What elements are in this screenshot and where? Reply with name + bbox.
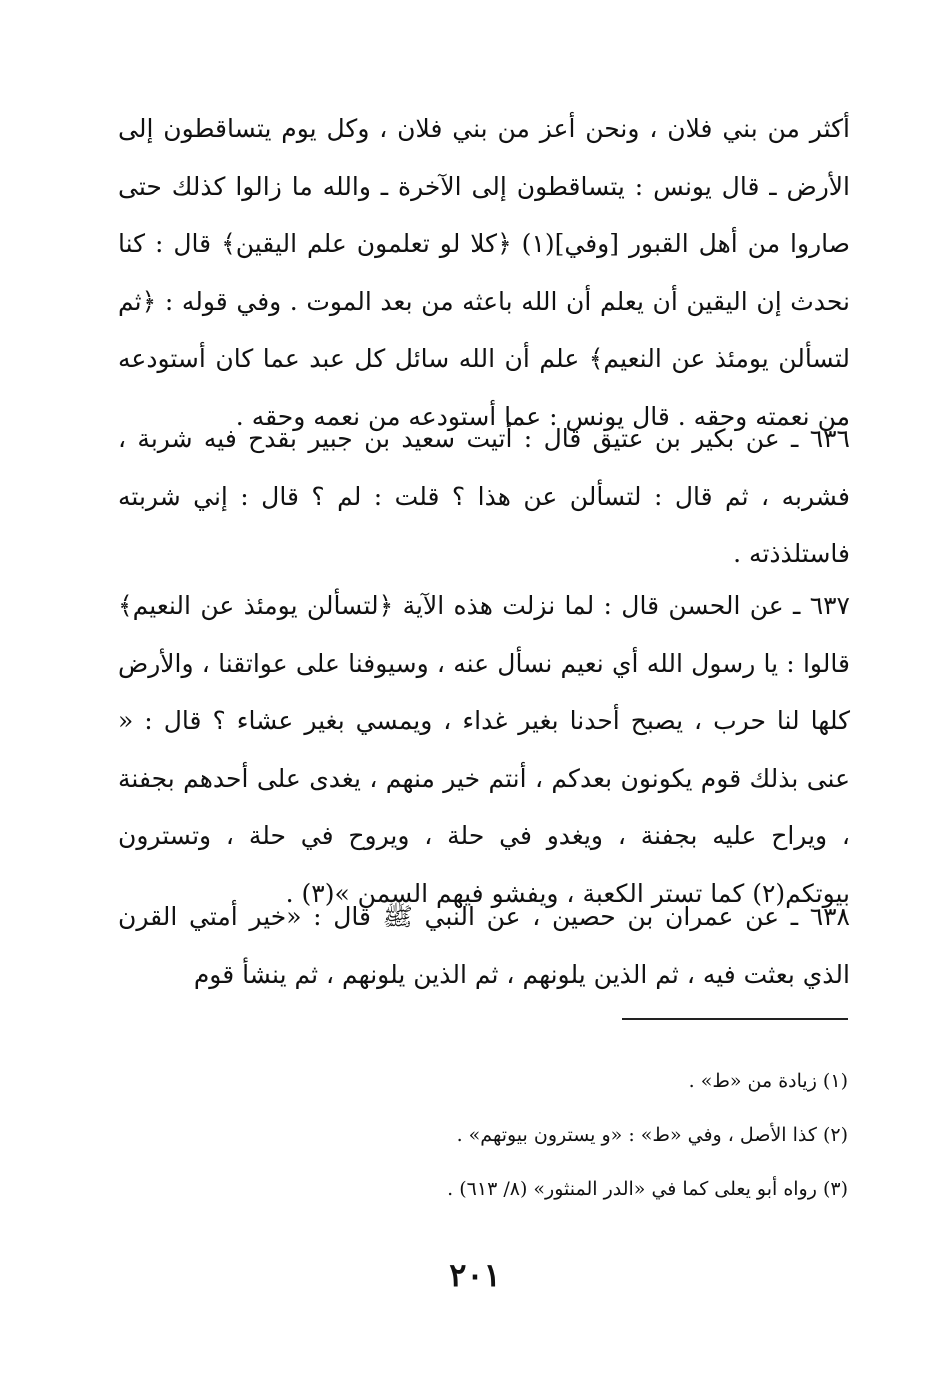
hadith-638-block (118, 888, 850, 1003)
hadith-637-block (118, 577, 850, 922)
footnotes (300, 1054, 848, 1216)
paragraph-hadith-637: ٦٣٧ ـ عن الحسن قال : لما نزلت هذه الآية ﴿لتسألن يومئذ عن النعيم﴾ قالوا : يا رسول الله أي نعيم نسأل عنه ، وسيوفنا على عواتقنا ، والأرض كلها لنا حرب ، يصبح أحدنا بغير غداء ، ويمسي بغير عشاء ؟ قال : « عنى بذلك قوم يكونون بعدكم ، أنتم خير منهم ، يغدى على أحدهم بجفنة ، ويراح عليه بجفنة ، ويغدو في حلة ، ويروح في حلة ، وتسترون بيوتكم(٢) كما تستر الكعبة ، ويفشو فيهم السمن »(٣) . (118, 591, 850, 908)
paragraph-continuation: أكثر من بني فلان ، ونحن أعز من بني فلان ، وكل يوم يتساقطون إلى الأرض ـ قال يونس : يتساقطون إلى الآخرة ـ والله ما زالوا كذلك حتى صاروا من أهل القبور [وفي](١) ﴿كلا لو تعلمون علم اليقين﴾ قال : كنا نحدث إن اليقين أن يعلم أن الله باعثه من بعد الموت . وفي قوله : ﴿ثم لتسألن يومئذ عن النعيم﴾ علم أن الله سائل كل عبد عما كان أستودعه من نعمته وحقه . قال يونس : عما أستودعه من نعمه وحقه . (118, 114, 850, 431)
footnote-1: (١) زيادة من «ط» . (688, 1070, 848, 1092)
paragraph-hadith-636: ٦٣٦ ـ عن بكير بن عتيق قال : أتيت سعيد بن جبير بقدح فيه شربة ، فشربه ، ثم قال : لتسألن عن هذا ؟ قلت : لم ؟ قال : إني شربته فاستلذذته . (118, 424, 850, 568)
hadith-636-block (118, 410, 850, 583)
main-text-block (118, 100, 850, 445)
footnote-3: (٣) رواه أبو يعلى كما في «الدر المنثور» (٨/ ٦١٣) . (447, 1178, 848, 1200)
paragraph-hadith-638: ٦٣٨ ـ عن عمران بن حصين ، عن النبي ﷺ قال : «خير أمتي القرن الذي بعثت فيه ، ثم الذين يلونهم ، ثم الذين يلونهم ، ثم ينشأ قوم (118, 902, 850, 989)
footnote-divider (622, 1018, 848, 1020)
page-number: ٢٠١ (449, 1256, 501, 1294)
footnote-2: (٢) كذا الأصل ، وفي «ط» : «و يسترون بيوتهم» . (456, 1124, 848, 1146)
